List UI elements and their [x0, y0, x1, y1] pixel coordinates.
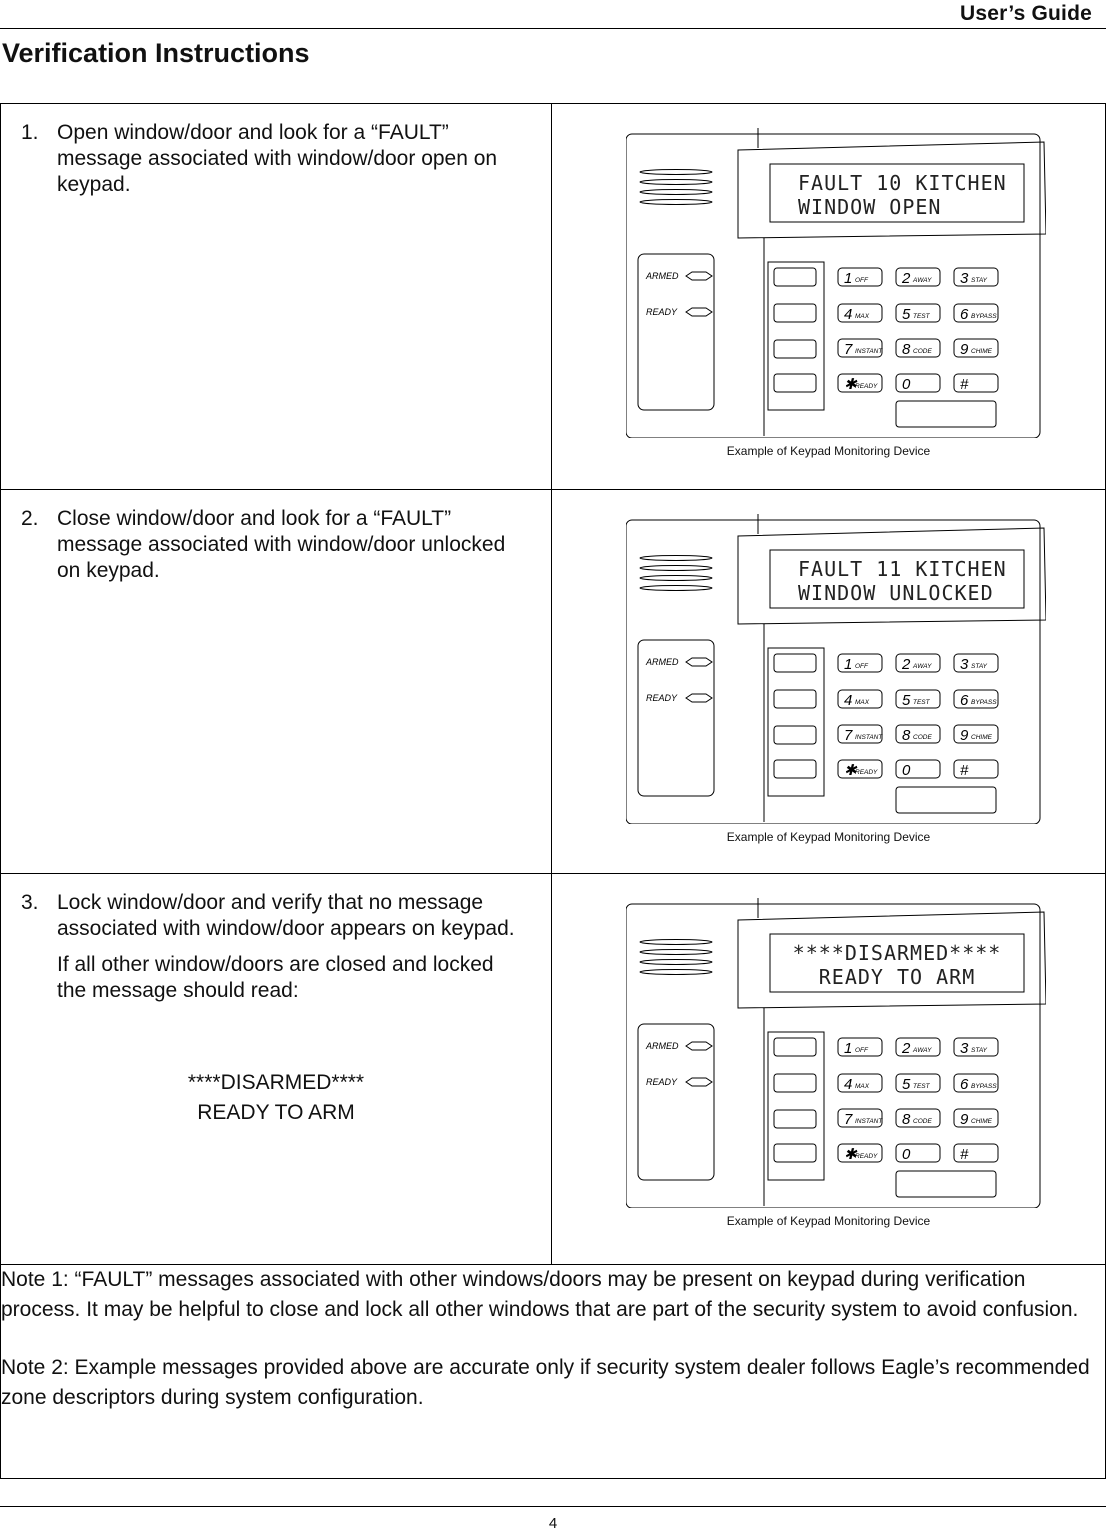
- step-2-number: 2.: [21, 507, 39, 530]
- keypad-svg: [626, 898, 1046, 1208]
- key-digit: 2: [902, 270, 911, 287]
- step-row-2: [1, 490, 1106, 874]
- key-subtitle: OFF: [855, 277, 868, 284]
- keypad-key: [954, 1038, 998, 1057]
- key-subtitle: CODE: [913, 348, 932, 355]
- function-key: [774, 654, 816, 672]
- header-rule: [0, 28, 1106, 29]
- armed-label: ARMED: [646, 1041, 679, 1051]
- step-2-caption: Example of Keypad Monitoring Device: [726, 830, 931, 844]
- key-digit: 5: [902, 1076, 911, 1093]
- key-subtitle: CODE: [913, 1118, 932, 1125]
- key-subtitle: READY: [855, 769, 878, 776]
- footer-rule: [0, 1506, 1106, 1507]
- keypad-key: [954, 374, 998, 393]
- key-subtitle: TEST: [913, 1083, 930, 1090]
- lcd-line-2: WINDOW UNLOCKED: [798, 581, 994, 605]
- key-digit: 8: [902, 727, 911, 744]
- key-subtitle: BYPASS: [971, 699, 997, 706]
- key-digit: 9: [960, 1111, 969, 1128]
- step-1-text-cell: [1, 104, 552, 490]
- keypad-key: [896, 725, 940, 744]
- key-digit: 0: [902, 1146, 911, 1163]
- key-digit: 8: [902, 1111, 911, 1128]
- step-row-1: [1, 104, 1106, 490]
- key-subtitle: AWAY: [913, 1047, 932, 1054]
- keypad-key: [954, 1109, 998, 1128]
- step-2-instruction: Close window/door and look for a “FAULT” message associated with window/door unlocked on keypad.: [57, 507, 506, 582]
- keypad-illustration: [626, 514, 1046, 824]
- step-1-caption: Example of Keypad Monitoring Device: [726, 444, 931, 458]
- keypad-illustration: [626, 128, 1046, 438]
- notes-cell: [1, 1265, 1106, 1479]
- section-title: Verification Instructions: [2, 38, 310, 68]
- lcd-line-1: ****DISARMED****: [792, 941, 1002, 965]
- expected-message-line-2: READY TO ARM: [197, 1101, 355, 1124]
- note-1: Note 1: “FAULT” messages associated with other windows/doors may be present on keypad during verification process. It may be helpful to close and lock all other windows that are part of the security system to avoid confusion.: [1, 1268, 1079, 1321]
- key-subtitle: CHIME: [971, 734, 992, 741]
- step-3-instruction: Lock window/door and verify that no message associated with window/door appears on keypad.: [57, 891, 515, 940]
- expected-message: [1, 1068, 551, 1128]
- page-number: 4: [548, 1515, 558, 1532]
- function-key: [774, 1038, 816, 1056]
- key-digit: 7: [844, 1111, 853, 1128]
- keypad-key: [896, 339, 940, 358]
- note-2: Note 2: Example messages provided above are accurate only if security system dealer follows Eagle’s recommended zone descriptors during system configuration.: [1, 1356, 1090, 1409]
- step-3-text-cell: [1, 874, 552, 1265]
- ready-led: [686, 308, 712, 316]
- key-digit: 7: [844, 341, 853, 358]
- keypad-key: [954, 725, 998, 744]
- notes-row: [1, 1265, 1106, 1479]
- step-1-instruction: Open window/door and look for a “FAULT” message associated with window/door open on keypad.: [57, 121, 498, 196]
- key-digit: 1: [844, 656, 853, 673]
- key-digit: 5: [902, 306, 911, 323]
- keypad-key: [838, 1144, 882, 1163]
- key-subtitle: STAY: [971, 277, 988, 284]
- key-subtitle: MAX: [855, 699, 870, 706]
- header-title: User’s Guide: [960, 2, 1092, 25]
- key-digit: ✱: [844, 762, 857, 779]
- key-digit: 3: [960, 1040, 969, 1057]
- keypad-key: [896, 690, 940, 709]
- key-subtitle: INSTANT: [855, 348, 883, 355]
- step-1-number: 1.: [21, 121, 39, 144]
- keypad-key: [954, 268, 998, 287]
- speaker-slot: [640, 940, 712, 945]
- keypad-key: [896, 1144, 940, 1163]
- armed-label: ARMED: [646, 657, 679, 667]
- key-digit: ✱: [844, 1146, 857, 1163]
- ready-led: [686, 1078, 712, 1086]
- speaker-slot: [640, 960, 712, 965]
- keypad-key: [896, 1038, 940, 1057]
- keypad-key: [896, 654, 940, 673]
- key-subtitle: BYPASS: [971, 313, 997, 320]
- speaker-slot: [640, 950, 712, 955]
- key-subtitle: READY: [855, 383, 878, 390]
- bottom-button: [896, 401, 996, 427]
- keypad-key: [838, 760, 882, 779]
- function-key: [774, 1110, 816, 1128]
- step-2-figure-cell: [552, 490, 1106, 874]
- key-subtitle: MAX: [855, 1083, 870, 1090]
- keypad-key: [838, 268, 882, 287]
- ready-label: READY: [646, 307, 678, 317]
- function-key: [774, 374, 816, 392]
- speaker-slot: [640, 170, 712, 175]
- function-key: [774, 1074, 816, 1092]
- keypad-key: [838, 654, 882, 673]
- keypad-key: [896, 374, 940, 393]
- key-digit: 0: [902, 376, 911, 393]
- keypad-key: [954, 690, 998, 709]
- bottom-button: [896, 1171, 996, 1197]
- step-3-caption: Example of Keypad Monitoring Device: [726, 1214, 931, 1228]
- ready-led: [686, 694, 712, 702]
- ready-label: READY: [646, 693, 678, 703]
- key-subtitle: CHIME: [971, 1118, 992, 1125]
- speaker-slot: [640, 566, 712, 571]
- lcd-line-1: FAULT 11 KITCHEN: [798, 557, 1007, 581]
- key-subtitle: TEST: [913, 699, 930, 706]
- speaker-slot: [640, 970, 712, 975]
- keypad-key: [954, 1074, 998, 1093]
- keypad-illustration: [626, 898, 1046, 1208]
- step-2: [1, 490, 551, 594]
- armed-led: [686, 1042, 712, 1050]
- step-1-figure-cell: [552, 104, 1106, 490]
- key-subtitle: CHIME: [971, 348, 992, 355]
- speaker-slot: [640, 180, 712, 185]
- key-subtitle: STAY: [971, 663, 988, 670]
- keypad-key: [838, 725, 883, 744]
- key-subtitle: INSTANT: [855, 1118, 883, 1125]
- keypad-key: [896, 1074, 940, 1093]
- keypad-key: [838, 374, 882, 393]
- key-subtitle: BYPASS: [971, 1083, 997, 1090]
- key-subtitle: STAY: [971, 1047, 988, 1054]
- keypad-key: [838, 1074, 882, 1093]
- keypad-svg: [626, 128, 1046, 438]
- step-3: [1, 874, 551, 1014]
- key-digit: 4: [844, 306, 853, 323]
- speaker-slot: [640, 200, 712, 205]
- keypad-key: [838, 1109, 883, 1128]
- key-subtitle: OFF: [855, 663, 868, 670]
- keypad-key: [896, 304, 940, 323]
- keypad-key: [896, 760, 940, 779]
- steps-table: [0, 103, 1106, 1479]
- keypad-key: [954, 1144, 998, 1163]
- key-digit: 9: [960, 727, 969, 744]
- key-subtitle: READY: [855, 1153, 878, 1160]
- keypad-key: [838, 304, 882, 323]
- speaker-slot: [640, 556, 712, 561]
- key-subtitle: MAX: [855, 313, 870, 320]
- key-subtitle: CODE: [913, 734, 932, 741]
- key-subtitle: INSTANT: [855, 734, 883, 741]
- keypad-svg: [626, 514, 1046, 824]
- bottom-button: [896, 787, 996, 813]
- keypad-key: [838, 1038, 882, 1057]
- lcd-line-2: READY TO ARM: [818, 965, 976, 989]
- expected-message-line-1: ****DISARMED****: [187, 1071, 365, 1094]
- keypad-key: [954, 654, 998, 673]
- function-key: [774, 1144, 816, 1162]
- keypad-key: [896, 1109, 940, 1128]
- key-subtitle: AWAY: [913, 277, 932, 284]
- key-digit: 3: [960, 270, 969, 287]
- keypad-key: [954, 760, 998, 779]
- key-digit: ✱: [844, 376, 857, 393]
- key-digit: 0: [902, 762, 911, 779]
- key-digit: 6: [960, 692, 969, 709]
- step-3-number: 3.: [21, 891, 39, 914]
- keypad-key: [838, 339, 883, 358]
- key-digit: 8: [902, 341, 911, 358]
- key-digit: #: [960, 376, 969, 393]
- key-digit: 4: [844, 692, 853, 709]
- key-digit: 6: [960, 1076, 969, 1093]
- armed-led: [686, 658, 712, 666]
- function-key: [774, 690, 816, 708]
- key-digit: 7: [844, 727, 853, 744]
- armed-led: [686, 272, 712, 280]
- key-digit: 6: [960, 306, 969, 323]
- key-subtitle: OFF: [855, 1047, 868, 1054]
- keypad-key: [896, 268, 940, 287]
- function-key: [774, 760, 816, 778]
- ready-label: READY: [646, 1077, 678, 1087]
- function-key: [774, 304, 816, 322]
- key-subtitle: TEST: [913, 313, 930, 320]
- key-digit: 2: [902, 656, 911, 673]
- lcd-line-1: FAULT 10 KITCHEN: [798, 171, 1007, 195]
- key-digit: #: [960, 762, 969, 779]
- lcd-line-2: WINDOW OPEN: [798, 195, 942, 219]
- step-3-figure-cell: [552, 874, 1106, 1265]
- keypad-key: [954, 339, 998, 358]
- key-digit: 2: [902, 1040, 911, 1057]
- step-3-instruction-2: If all other window/doors are closed and locked the message should read:: [57, 953, 494, 1002]
- key-subtitle: AWAY: [913, 663, 932, 670]
- step-1: [1, 104, 551, 208]
- armed-label: ARMED: [646, 271, 679, 281]
- keypad-key: [954, 304, 998, 323]
- function-key: [774, 340, 816, 358]
- key-digit: 3: [960, 656, 969, 673]
- speaker-slot: [640, 576, 712, 581]
- key-digit: 9: [960, 341, 969, 358]
- speaker-slot: [640, 190, 712, 195]
- speaker-slot: [640, 586, 712, 591]
- key-digit: 5: [902, 692, 911, 709]
- step-row-3: [1, 874, 1106, 1265]
- step-2-text-cell: [1, 490, 552, 874]
- key-digit: 1: [844, 1040, 853, 1057]
- function-key: [774, 268, 816, 286]
- key-digit: 1: [844, 270, 853, 287]
- keypad-key: [838, 690, 882, 709]
- key-digit: 4: [844, 1076, 853, 1093]
- function-key: [774, 726, 816, 744]
- key-digit: #: [960, 1146, 969, 1163]
